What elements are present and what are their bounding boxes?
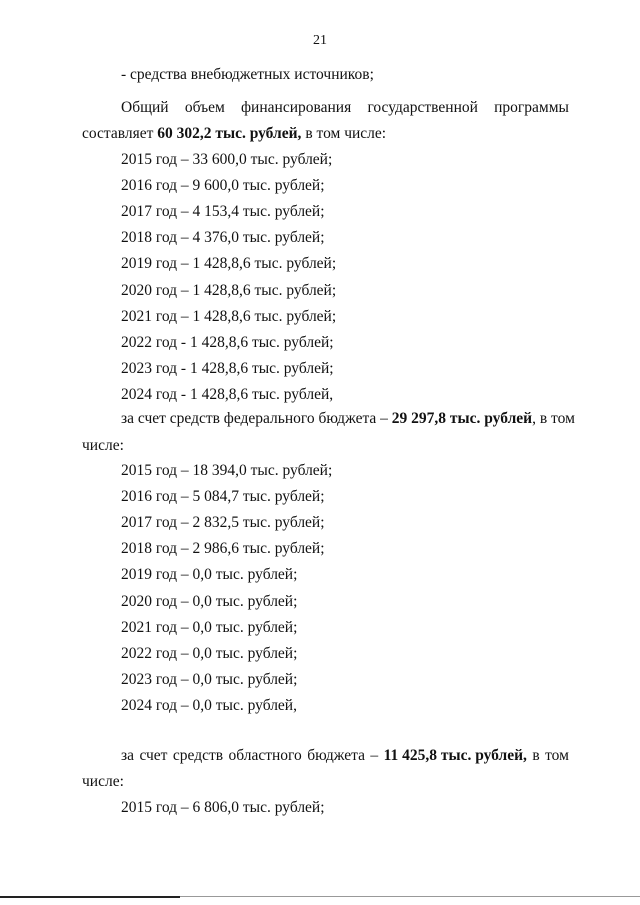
year-line: 2020 год – 1 428,8,6 тыс. рублей;: [121, 281, 337, 299]
regional-paragraph-line2: числе:: [82, 773, 124, 790]
year-line: 2019 год – 1 428,8,6 тыс. рублей;: [121, 255, 337, 273]
text: , в том: [532, 410, 575, 427]
word: государственной: [367, 99, 478, 116]
regional-paragraph-line1: [121, 746, 569, 766]
word: областного: [228, 747, 302, 764]
page-number: 21: [313, 33, 327, 48]
word: программы: [494, 99, 569, 116]
word: объем: [184, 99, 225, 116]
total-paragraph-line2: [82, 124, 386, 144]
year-line: 2017 год – 4 153,4 тыс. рублей;: [121, 203, 325, 221]
word: финансирования: [241, 99, 352, 116]
year-line: 2019 год – 0,0 тыс. рублей;: [121, 566, 298, 584]
year-line: 2023 год – 0,0 тыс. рублей;: [121, 670, 298, 688]
total-paragraph-line1: [121, 98, 569, 118]
federal-amount: 29 297,8 тыс. рублей: [391, 410, 533, 427]
federal-paragraph-line2: числе:: [82, 437, 124, 454]
year-line: 2015 год – 33 600,0 тыс. рублей;: [121, 151, 333, 168]
year-line: 2016 год – 5 084,7 тыс. рублей;: [121, 488, 325, 506]
word: бюджета: [307, 747, 365, 764]
year-line: 2018 год – 4 376,0 тыс. рублей;: [121, 229, 325, 247]
text: составляет: [82, 125, 158, 142]
word: том: [545, 747, 569, 764]
federal-paragraph-line1: [121, 409, 575, 429]
year-line: 2016 год – 9 600,0 тыс. рублей;: [121, 177, 325, 195]
year-line: 2018 год – 2 986,6 тыс. рублей;: [121, 540, 325, 558]
year-line: 2017 год – 2 832,5 тыс. рублей;: [121, 514, 325, 532]
word: в: [532, 747, 540, 764]
year-line: 2022 год – 0,0 тыс. рублей;: [121, 644, 298, 662]
text: в том числе:: [301, 125, 387, 142]
year-line: 2020 год – 0,0 тыс. рублей;: [121, 592, 298, 610]
year-line: 2015 год – 18 394,0 тыс. рублей;: [121, 462, 333, 479]
year-line: 2015 год – 6 806,0 тыс. рублей;: [121, 799, 325, 816]
total-amount: 60 302,2 тыс. рублей,: [157, 125, 302, 142]
intro-line: - средства внебюджетных источников;: [121, 66, 374, 83]
text: за счет средств федерального бюджета –: [121, 410, 392, 427]
word: Общий: [121, 99, 169, 116]
year-line: 2024 год - 1 428,8,6 тыс. рублей,: [121, 385, 334, 403]
year-line: 2023 год - 1 428,8,6 тыс. рублей;: [121, 359, 334, 377]
word: средств: [172, 747, 224, 764]
footer-rule-thin: [180, 896, 640, 897]
year-line: 2021 год – 0,0 тыс. рублей;: [121, 618, 298, 636]
footer-rule: [0, 896, 180, 898]
year-line: 2021 год – 1 428,8,6 тыс. рублей;: [121, 307, 337, 325]
word: –: [370, 747, 379, 764]
word: за: [121, 747, 135, 764]
year-line: 2024 год – 0,0 тыс. рублей,: [121, 696, 297, 714]
regional-amount: 11 425,8 тыс. рублей,: [383, 747, 527, 764]
word: счет: [139, 747, 168, 764]
year-line: 2022 год - 1 428,8,6 тыс. рублей;: [121, 333, 334, 351]
